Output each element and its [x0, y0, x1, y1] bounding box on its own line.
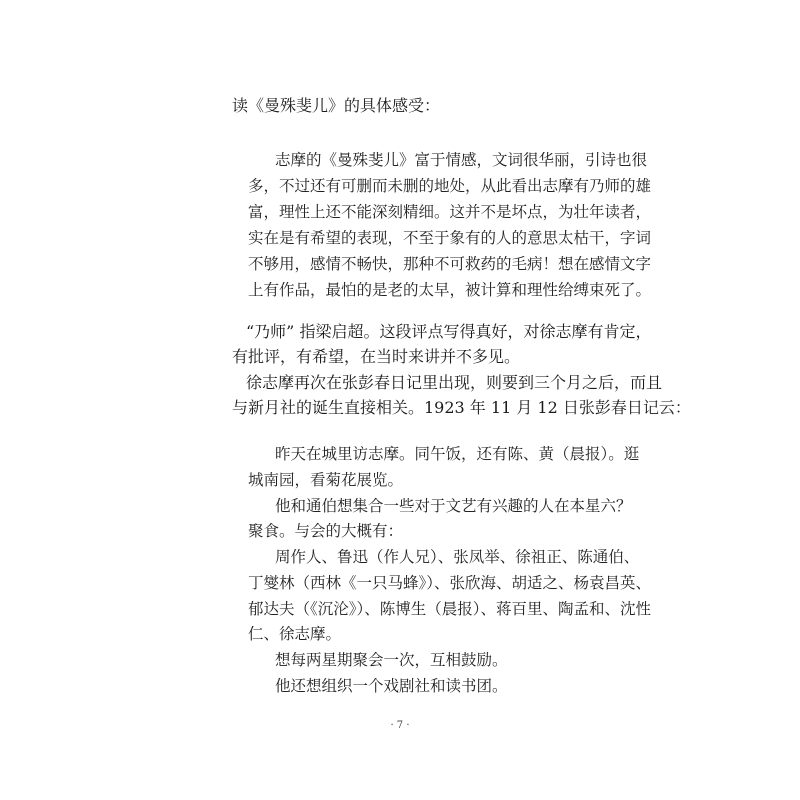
- quote1-line-5: 不够用，感情不畅快，那种不可救药的毛病！想在感情文字: [248, 255, 652, 273]
- quote2-line-6: 丁燮林（西林《一只马蜂》）、张欣海、胡适之、杨袁昌英、: [248, 574, 652, 592]
- quote2-line-7: 郁达夫（《沉沦》）、陈博生（晨报）、蒋百里、陶孟和、沈性: [248, 600, 652, 618]
- quote2-line-4: 聚食。与会的大概有：: [248, 522, 404, 540]
- quote2-line-10: 他还想组织一个戏剧社和读书团。: [275, 677, 508, 695]
- quote1-line-4: 实在是有希望的表现，不至于象有的人的意思太枯干，字词: [248, 229, 652, 247]
- quote1-line-6: 上有作品，最怕的是老的太早，被计算和理性给缚束死了。: [248, 281, 652, 299]
- quote2-line-2: 城南园，看菊花展览。: [248, 471, 404, 489]
- quote1-line-1: 志摩的《曼殊斐儿》富于情感，文词很华丽，引诗也很: [275, 151, 648, 169]
- quote2-line-5: 周作人、鲁迅（作人兄）、张凤举、徐祖正、陈通伯、: [275, 548, 640, 566]
- para2-line-2: 与新月社的诞生直接相关。1923 年 11 月 12 日张彭春日记云：: [232, 398, 691, 417]
- para2-line-1: 徐志摩再次在张彭春日记里出现，则要到三个月之后，而且: [246, 373, 663, 392]
- para1-line-2: 有批评，有希望，在当时来讲并不多见。: [232, 347, 521, 366]
- quote2-line-9: 想每两星期聚会一次，互相鼓励。: [275, 651, 508, 669]
- quote2-line-8: 仁、徐志摩。: [248, 625, 342, 643]
- quote1-line-2: 多，不过还有可删而未删的地处，从此看出志摩有乃师的雄: [248, 177, 652, 195]
- quote2-line-3: 他和通伯想集合一些对于文艺有兴趣的人在本星六？: [275, 497, 632, 515]
- section-heading: 读《曼殊斐儿》的具体感受：: [232, 96, 441, 115]
- quote2-line-1: 昨天在城里访志摩。同午饭，还有陈、黄（晨报）。逛: [275, 445, 640, 463]
- quote1-line-3: 富，理性上还不能深刻精细。这并不是坏点，为壮年读者，: [248, 203, 652, 221]
- para1-line-1: “乃师” 指梁启超。这段评点写得真好，对徐志摩有肯定，: [246, 322, 652, 341]
- page-number: · 7 ·: [390, 720, 410, 731]
